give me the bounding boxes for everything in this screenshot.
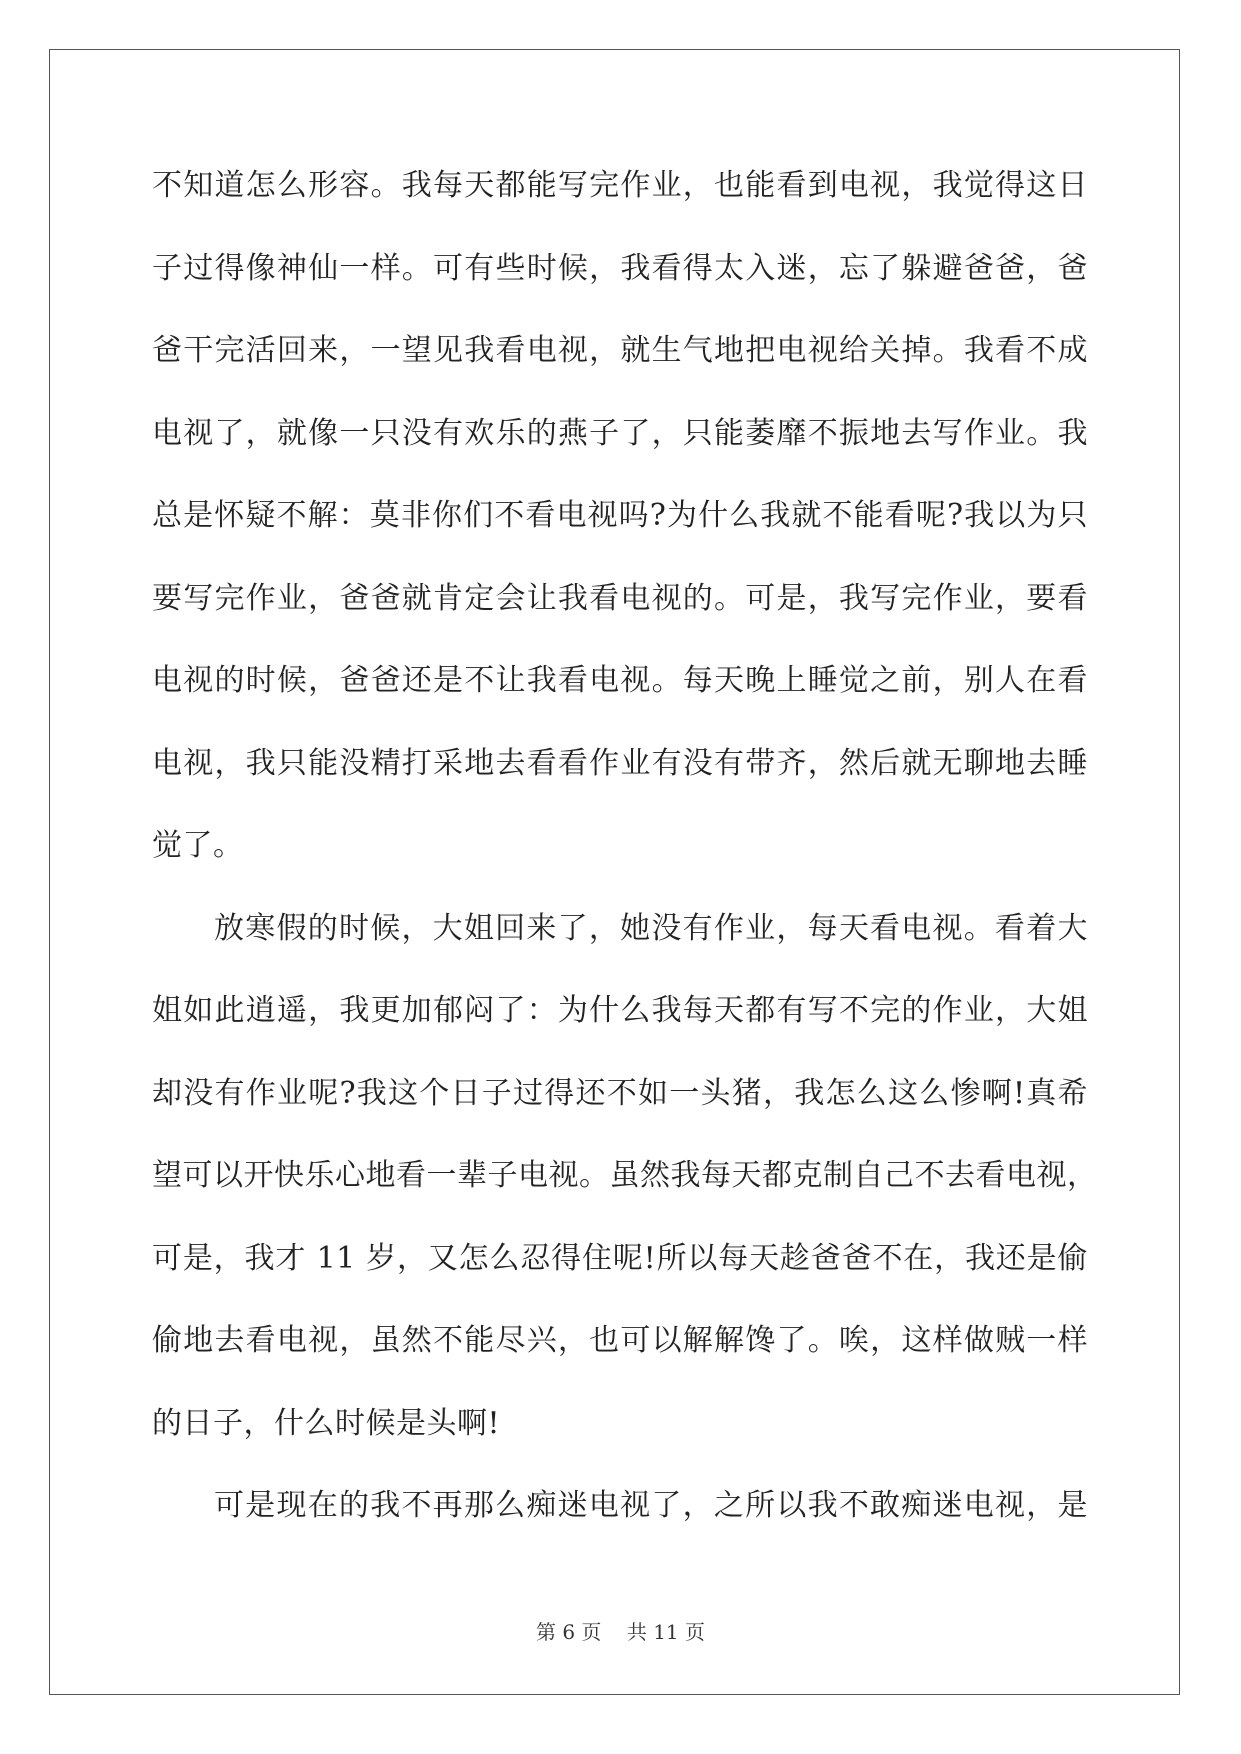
paragraph: [152, 160, 1088, 903]
text-line: 却没有作业呢?我这个日子过得还不如一头猪，我怎么这么惨啊!真希: [152, 1075, 1088, 1111]
text-line: 的日子，什么时候是头啊!: [152, 1405, 501, 1441]
text-line: 子过得像神仙一样。可有些时候，我看得太入迷，忘了躲避爸爸，爸: [152, 250, 1088, 286]
text-line: 要写完作业，爸爸就肯定会让我看电视的。可是，我写完作业，要看: [152, 580, 1088, 616]
document-body: [152, 160, 1098, 1563]
text-line: 偷地去看电视，虽然不能尽兴，也可以解解馋了。唉，这样做贼一样: [152, 1323, 1088, 1358]
text-line: 姐如此逍遥，我更加郁闷了：为什么我每天都有写不完的作业，大姐: [152, 993, 1088, 1028]
text-line: 望可以开快乐心地看一辈子电视。虽然我每天都克制自己不去看电视，: [152, 1158, 1098, 1193]
text-line: 总是怀疑不解：莫非你们不看电视吗?为什么我就不能看呢?我以为只: [152, 498, 1088, 533]
text-line: 电视的时候，爸爸还是不让我看电视。每天晚上睡觉之前，别人在看: [152, 663, 1088, 698]
text-line: 可是，我才 11 岁，又怎么忍得住呢!所以每天趁爸爸不在，我还是偷: [152, 1240, 1088, 1276]
paragraph: [152, 903, 1098, 1481]
text-line: 觉了。: [152, 828, 244, 863]
paragraph: [152, 1480, 1088, 1563]
page-number-footer: 第 6 页 共 11 页: [535, 1620, 706, 1644]
text-line: 电视了，就像一只没有欢乐的燕子了，只能萎靡不振地去写作业。我: [152, 415, 1088, 451]
text-line: 电视，我只能没精打采地去看看作业有没有带齐，然后就无聊地去睡: [152, 745, 1088, 781]
text-line: 可是现在的我不再那么痴迷电视了，之所以我不敢痴迷电视，是: [214, 1488, 1088, 1523]
text-line: 爸干完活回来，一望见我看电视，就生气地把电视给关掉。我看不成: [152, 333, 1088, 368]
text-line: 放寒假的时候，大姐回来了，她没有作业，每天看电视。看着大: [214, 910, 1088, 946]
text-line: 不知道怎么形容。我每天都能写完作业，也能看到电视，我觉得这日: [152, 168, 1088, 203]
